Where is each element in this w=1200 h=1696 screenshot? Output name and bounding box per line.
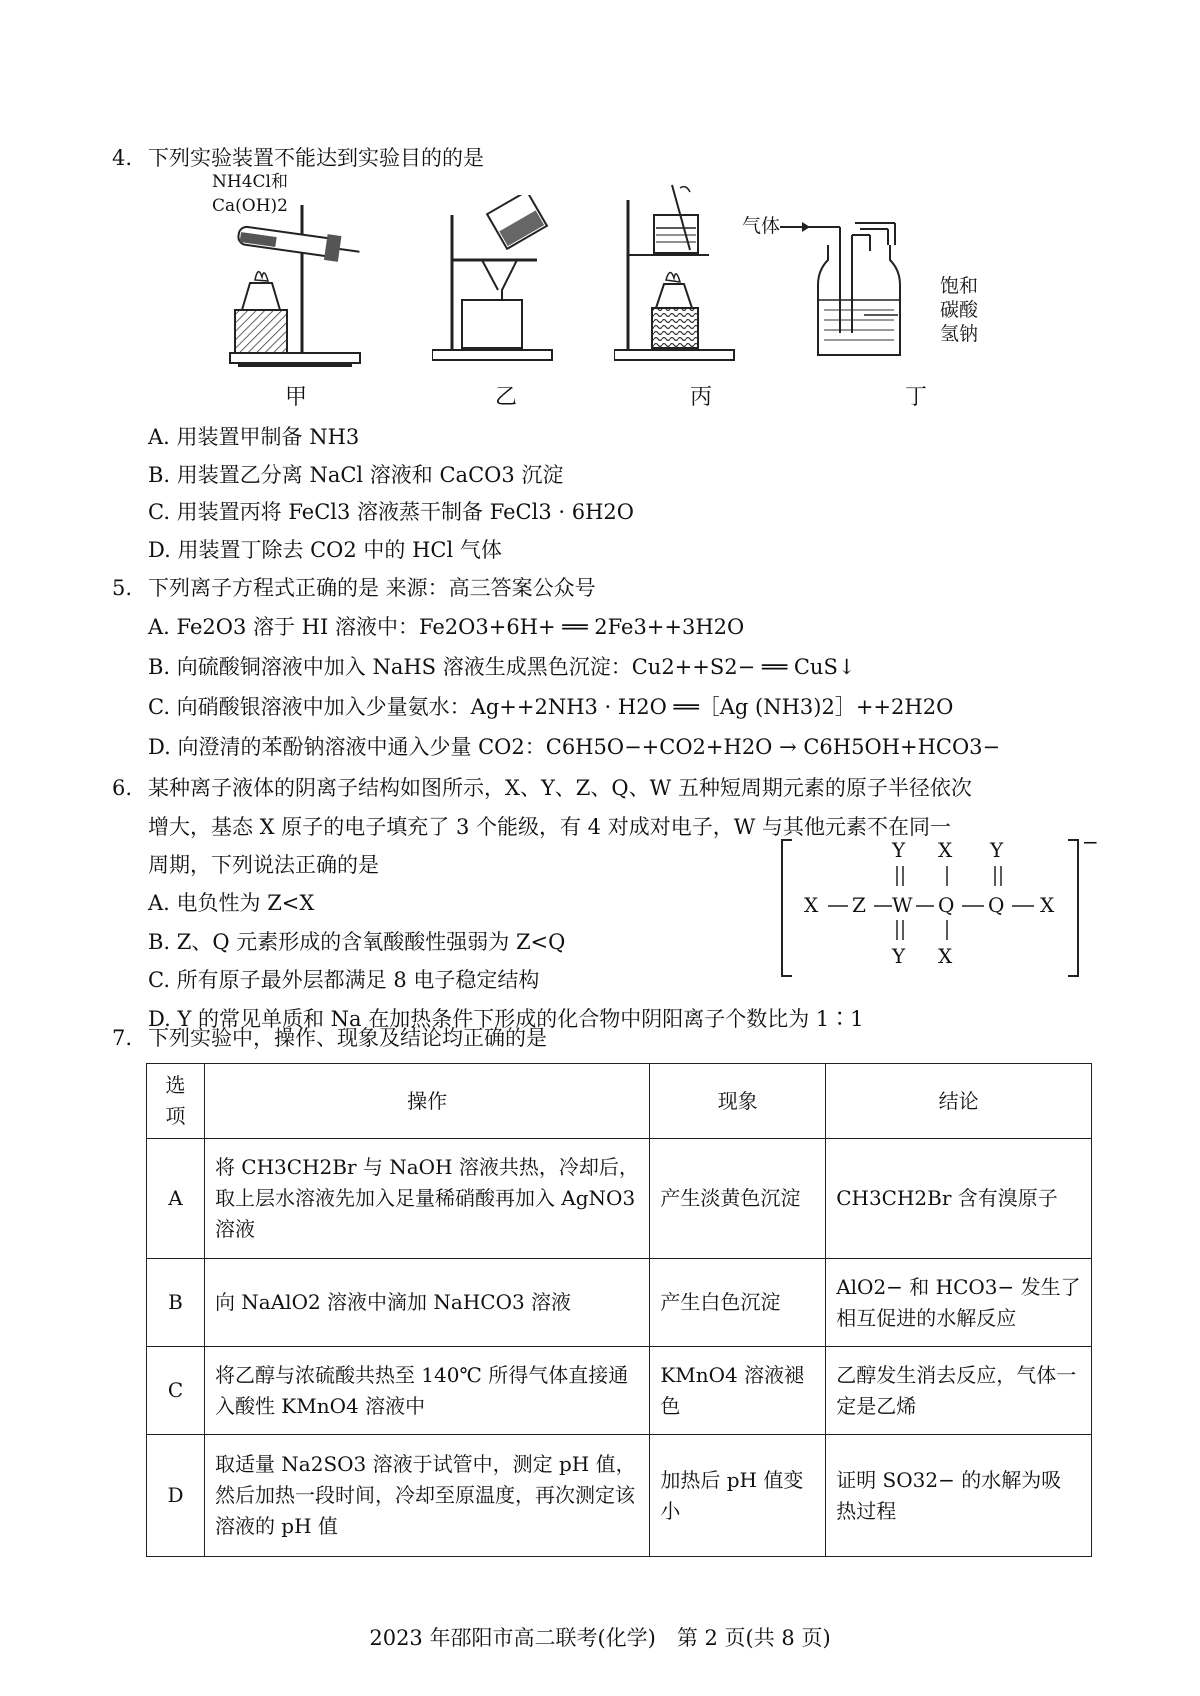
q4-option-c[interactable]: C. 用装置丙将 FeCl3 溶液蒸干制备 FeCl3 · 6H2O [148,500,634,524]
row-phenomenon: 加热后 pH 值变小 [650,1435,826,1557]
ding-solution-line1: 饱和 [940,275,979,297]
row-operation: 取适量 Na2SO3 溶液于试管中，测定 pH 值，然后加热一段时间，冷却至原温度，再次测定该溶液的 pH 值 [204,1435,649,1557]
bond-top-double-2 [991,866,1005,888]
row-conclusion: 证明 SO32− 的水解为吸热过程 [826,1435,1092,1557]
atom-mid-q1: Q [938,893,955,917]
q6-number: 6. [112,776,133,800]
q5-stem: 下列离子方程式正确的是 来源：高三答案公众号 [148,576,596,600]
fig-label-ding: 丁 [905,385,928,410]
row-conclusion: 乙醇发生消去反应，气体一定是乙烯 [826,1347,1092,1435]
table-row[interactable] [147,1259,1092,1347]
ding-solution-line3: 氢钠 [940,323,979,345]
header-operation: 操作 [204,1064,649,1139]
table-row[interactable] [147,1435,1092,1557]
q7-stem: 下列实验中，操作、现象及结论均正确的是 [148,1026,547,1050]
q7-number: 7. [112,1026,133,1050]
q6-option-b[interactable]: B. Z、Q 元素形成的含氧酸酸性强弱为 Z<Q [148,930,566,954]
fig-label-jia: 甲 [285,385,308,410]
apparatus-bing-figure [614,180,744,375]
left-bracket [780,838,794,978]
atom-top-3: Y [990,838,1004,862]
atom-mid-z: Z [852,893,866,917]
row-conclusion: AlO2− 和 HCO3− 发生了相互促进的水解反应 [826,1259,1092,1347]
row-option: B [147,1259,205,1347]
q4-option-d[interactable]: D. 用装置丁除去 CO2 中的 HCl 气体 [148,538,502,562]
fig-label-bing: 丙 [690,385,713,410]
q4-option-b[interactable]: B. 用装置乙分离 NaCl 溶液和 CaCO3 沉淀 [148,463,564,487]
bond-top-double-1 [893,866,907,888]
table-row[interactable] [147,1347,1092,1435]
q6-stem-line1: 某种离子液体的阴离子结构如图所示，X、Y、Z、Q、W 五种短周期元素的原子半径依次 [148,776,972,800]
ding-solution-line2: 碳酸 [940,299,979,321]
apparatus-ding-figure [800,215,910,365]
bond-mid-3 [914,904,936,908]
row-operation: 将 CH3CH2Br 与 NaOH 溶液共热，冷却后，取上层水溶液先加入足量稀硝酸再加入 AgNO3 溶液 [204,1139,649,1259]
q5-option-c[interactable]: C. 向硝酸银溶液中加入少量氨水：Ag++2NH3 · H2O ══［Ag (NH3)2］++2H2O [148,695,954,719]
table-header-row [147,1064,1092,1139]
row-option: A [147,1139,205,1259]
header-conclusion: 结论 [826,1064,1092,1139]
anion-structure [780,830,1100,978]
row-option: D [147,1435,205,1557]
ding-gas-label: 气体 [742,215,781,237]
atom-bottom-2: X [938,944,953,968]
row-conclusion: CH3CH2Br 含有溴原子 [826,1139,1092,1259]
row-operation: 将乙醇与浓硫酸共热至 140℃ 所得气体直接通入酸性 KMnO4 溶液中 [204,1347,649,1435]
page-footer: 2023 年邵阳市高二联考(化学) 第 2 页(共 8 页) [369,1626,831,1650]
row-operation: 向 NaAlO2 溶液中滴加 NaHCO3 溶液 [204,1259,649,1347]
q4-stem: 下列实验装置不能达到实验目的的是 [148,146,484,170]
bond-mid-5 [1010,904,1036,908]
bond-bottom-double [893,920,907,942]
q5-option-a[interactable]: A. Fe2O3 溶于 HI 溶液中：Fe2O3+6H+ ══ 2Fe3++3H2O [148,615,745,639]
bond-mid-2 [872,904,894,908]
atom-mid-q2: Q [988,893,1005,917]
jia-reagent-line2: Ca(OH)2 [212,196,288,216]
header-option: 选项 [147,1064,205,1139]
atom-bottom-1: Y [892,944,906,968]
row-phenomenon: 产生淡黄色沉淀 [650,1139,826,1259]
bond-mid-4 [960,904,986,908]
q5-option-b[interactable]: B. 向硫酸铜溶液中加入 NaHS 溶液生成黑色沉淀：Cu2++S2− ══ CuS↓ [148,655,856,679]
atom-mid-x1: X [804,893,819,917]
q6-option-c[interactable]: C. 所有原子最外层都满足 8 电子稳定结构 [148,968,540,992]
charge-sign: − [1082,830,1099,854]
q5-option-d[interactable]: D. 向澄清的苯酚钠溶液中通入少量 CO2：C6H5O−+CO2+H2O → C6H5OH+HCO3− [148,735,1001,759]
row-phenomenon: KMnO4 溶液褪色 [650,1347,826,1435]
bond-mid-1 [826,904,850,908]
q6-option-a[interactable]: A. 电负性为 Z<X [148,891,315,915]
atom-mid-x2: X [1040,893,1055,917]
row-phenomenon: 产生白色沉淀 [650,1259,826,1347]
atom-top-1: Y [892,838,906,862]
q6-option-d[interactable]: D. Y 的常见单质和 Na 在加热条件下形成的化合物中阴阳离子个数比为 1∶1 [148,1007,864,1031]
apparatus-yi-figure [432,195,562,375]
table-row[interactable] [147,1139,1092,1259]
jia-reagent-line1: NH4Cl和 [212,172,288,192]
fig-label-yi: 乙 [495,385,518,410]
q6-stem-line2: 增大，基态 X 原子的电子填充了 3 个能级，有 4 对成对电子，W 与其他元素不在同一 [148,815,951,839]
q6-stem-line3: 周期，下列说法正确的是 [148,853,379,877]
bond-bottom-single [940,920,954,942]
bond-top-single [940,866,954,888]
gas-arrow-icon [780,220,810,234]
right-bracket [1066,838,1080,978]
atom-mid-w: W [892,893,913,917]
q5-number: 5. [112,576,133,600]
header-phenomenon: 现象 [650,1064,826,1139]
q4-option-a[interactable]: A. 用装置甲制备 NH3 [148,425,360,449]
row-option: C [147,1347,205,1435]
atom-top-2: X [938,838,953,862]
experiment-table [146,1063,1092,1557]
q4-number: 4. [112,146,133,170]
